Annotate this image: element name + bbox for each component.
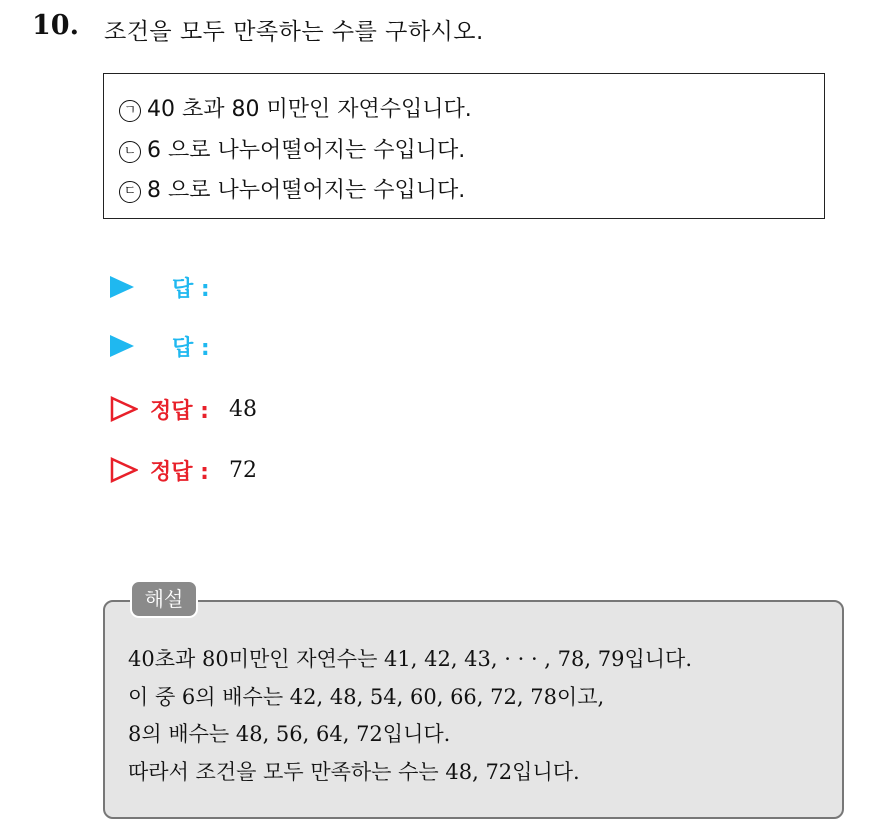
explanation-line-2: 이 중 6의 배수는 42, 48, 54, 60, 66, 72, 78이고, xyxy=(128,685,605,709)
answer-blank-1[interactable] xyxy=(110,272,210,302)
condition-1 xyxy=(119,92,472,123)
question-number: 10. xyxy=(32,10,79,41)
outline-triangle-icon xyxy=(110,457,138,483)
correct-answer-2 xyxy=(110,455,257,485)
condition-marker-1: ㄱ xyxy=(119,100,141,122)
answer-label-2: 답 : xyxy=(172,335,210,361)
filled-triangle-icon xyxy=(110,335,134,357)
answer-blank-2[interactable] xyxy=(110,331,210,361)
correct-label-2: 정답 : xyxy=(150,459,209,485)
correct-answer-1 xyxy=(110,394,257,424)
correct-value-1: 48 xyxy=(228,396,257,422)
explanation-line-4: 따라서 조건을 모두 만족하는 수는 48, 72입니다. xyxy=(128,760,580,784)
correct-value-2: 72 xyxy=(228,457,257,483)
condition-marker-3: ㄷ xyxy=(119,181,141,203)
correct-label-1: 정답 : xyxy=(150,398,209,424)
condition-marker-2: ㄴ xyxy=(119,141,141,163)
filled-triangle-icon xyxy=(110,276,134,298)
condition-2 xyxy=(119,133,465,164)
explanation-tag: 해설 xyxy=(130,580,198,618)
explanation-line-1: 40초과 80미만인 자연수는 41, 42, 43, · · · , 78, 79입니다. xyxy=(128,647,692,671)
answer-label-1: 답 : xyxy=(172,276,210,302)
condition-3 xyxy=(119,173,465,204)
conditions-box xyxy=(103,73,825,219)
explanation-line-3: 8의 배수는 48, 56, 64, 72입니다. xyxy=(128,722,451,746)
condition-text-3: 8 으로 나누어떨어지는 수입니다. xyxy=(147,178,466,203)
question-text: 조건을 모두 만족하는 수를 구하시오. xyxy=(104,19,484,45)
condition-text-1: 40 초과 80 미만인 자연수입니다. xyxy=(147,97,472,122)
condition-text-2: 6 으로 나누어떨어지는 수입니다. xyxy=(147,138,466,163)
outline-triangle-icon xyxy=(110,396,138,422)
